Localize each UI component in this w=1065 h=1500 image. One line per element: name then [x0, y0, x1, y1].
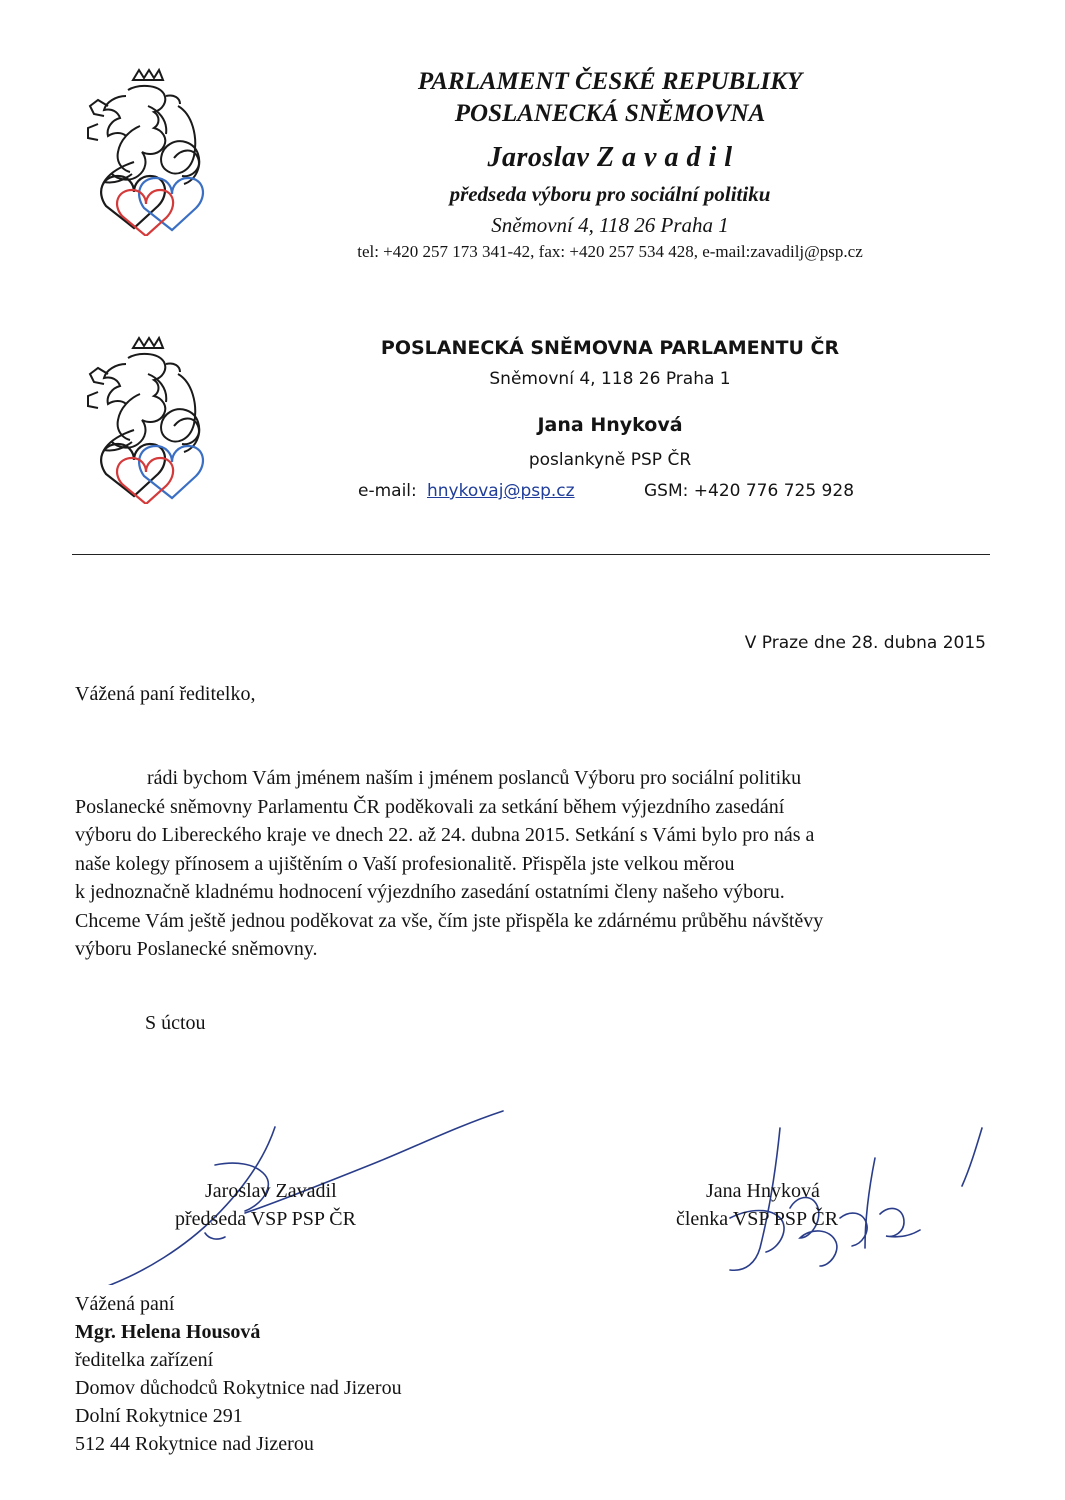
org-address: Sněmovní 4, 118 26 Praha 1: [489, 369, 731, 389]
czech-lion-emblem-icon: [78, 334, 208, 504]
signatory-1-name: Jaroslav Zavadil: [205, 1180, 337, 1202]
parliament-name: PARLAMENT ČESKÉ REPUBLIKY: [417, 68, 803, 95]
chamber-name: POSLANECKÁ SNĚMOVNA: [454, 100, 766, 127]
closing: S úctou: [145, 1012, 206, 1034]
recipient-city: 512 44 Rokytnice nad Jizerou: [75, 1433, 314, 1455]
recipient-salutation: Vážená paní: [75, 1293, 175, 1315]
body-line: naše kolegy přínosem a ujištěním o Vaší profesionalitě. Přispěla jste velkou měrou: [75, 852, 735, 875]
signatory-2-title: členka VSP PSP ČR: [676, 1208, 839, 1230]
gsm-number: GSM: +420 776 725 928: [644, 481, 855, 501]
body-line: rádi bychom Vám jménem naším i jménem poslanců Výboru pro sociální politiku: [147, 767, 802, 789]
recipient-position: ředitelka zařízení: [75, 1349, 214, 1371]
body-line: výboru Poslanecké sněmovny.: [75, 938, 318, 960]
recipient-street: Dolní Rokytnice 291: [75, 1405, 243, 1427]
org-name: POSLANECKÁ SNĚMOVNA PARLAMENTU ČR: [380, 337, 840, 359]
signatory-2-name: Jana Hnyková: [706, 1180, 820, 1202]
letter-body: [75, 764, 990, 964]
recipient-name: Mgr. Helena Housová: [75, 1321, 261, 1343]
cosender-function: poslankyně PSP ČR: [528, 450, 692, 470]
letter-date: V Praze dne 28. dubna 2015: [744, 633, 986, 653]
greeting: Vážená paní ředitelko,: [75, 683, 256, 705]
body-line: Poslanecké sněmovny Parlamentu ČR poděkovali za setkání během výjezdního zasedání: [75, 795, 785, 818]
czech-lion-emblem-icon: [78, 66, 208, 236]
recipient-address: [75, 1290, 402, 1458]
cosender-name: Jana Hnyková: [537, 414, 683, 436]
signatory-1-title: předseda VSP PSP ČR: [175, 1208, 356, 1230]
sender-name: Jaroslav Z a v a d i l: [487, 142, 733, 173]
recipient-institution: Domov důchodců Rokytnice nad Jizerou: [75, 1377, 402, 1399]
sender-address: Sněmovní 4, 118 26 Praha 1: [491, 213, 729, 237]
email-label: e-mail:: [358, 481, 417, 501]
body-line: Chceme Vám ještě jednou poděkovat za vše, čím jste přispěla ke zdárnému průběhu návštěvy: [75, 909, 824, 932]
header-divider: [72, 554, 990, 555]
email-link[interactable]: hnykovaj@psp.cz: [427, 481, 575, 501]
body-line: výboru do Libereckého kraje ve dnech 22. až 24. dubna 2015. Setkání s Vámi bylo pro nás a: [75, 824, 815, 846]
sender-contact: tel: +420 257 173 341-42, fax: +420 257 534 428, e-mail:zavadilj@psp.cz: [357, 242, 863, 261]
sender-function: předseda výboru pro sociální politiku: [449, 182, 771, 206]
body-line: k jednoznačně kladnému hodnocení výjezdního zasedání ostatními členy našeho výboru.: [75, 881, 785, 903]
